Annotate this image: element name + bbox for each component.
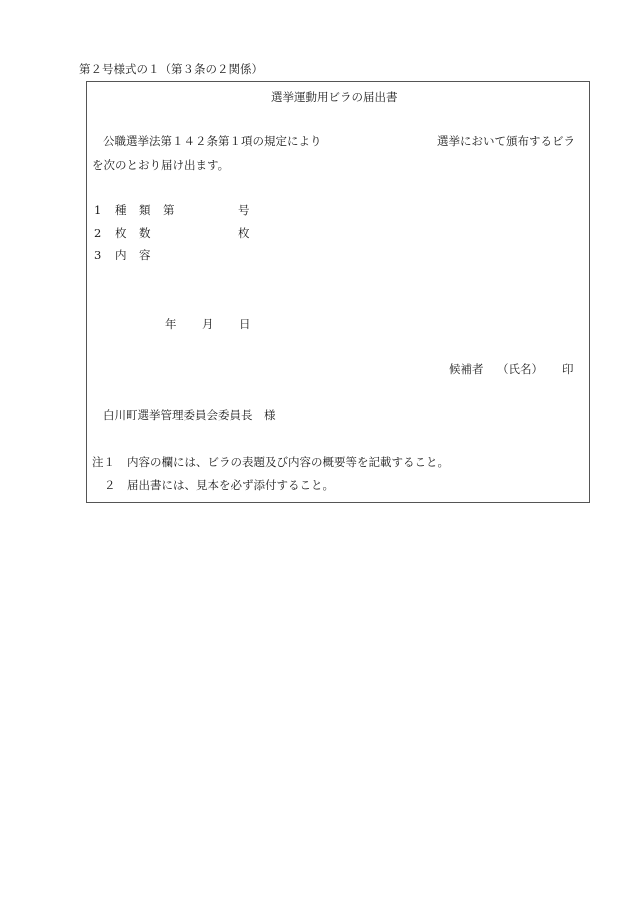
candidate-label: 候補者 (449, 362, 484, 376)
item-label-char: 種 (115, 203, 127, 217)
body-text-line1-part2: 選挙において頒布するビラ (437, 134, 575, 148)
item-label-char: 容 (139, 248, 151, 262)
item-value-suffix: 号 (238, 203, 250, 217)
item-label-char: 内 (115, 248, 127, 262)
note-text: 内容の欄には、ビラの表題及び内容の概要等を記載すること。 (127, 455, 449, 469)
item-label-char: 枚 (115, 226, 127, 240)
item-value-prefix: 第 (163, 203, 175, 217)
seal-mark: 印 (562, 362, 574, 376)
item-value-suffix: 枚 (238, 226, 250, 240)
body-text-line1-part1: 公職選挙法第１４２条第１項の規定により (103, 134, 322, 148)
form-label: 第２号様式の１（第３条の２関係） (79, 62, 263, 76)
note-number: ２ (104, 478, 116, 492)
date-year: 年 (165, 317, 177, 331)
form-title: 選挙運動用ビラの届出書 (271, 90, 398, 104)
date-month: 月 (202, 317, 214, 331)
item-label-char: 類 (139, 203, 151, 217)
item-number: 3 (94, 248, 102, 262)
note-number: 注１ (92, 455, 115, 469)
item-number: 1 (94, 203, 102, 217)
body-text-line2: を次のとおり届け出ます。 (92, 158, 230, 172)
item-number: 2 (94, 226, 102, 240)
note-text: 届出書には、見本を必ず添付すること。 (127, 478, 334, 492)
item-label-char: 数 (139, 226, 151, 240)
date-day: 日 (239, 317, 251, 331)
addressee: 白川町選挙管理委員会委員長 様 (103, 408, 276, 422)
candidate-name-label: （氏名） (497, 362, 543, 376)
